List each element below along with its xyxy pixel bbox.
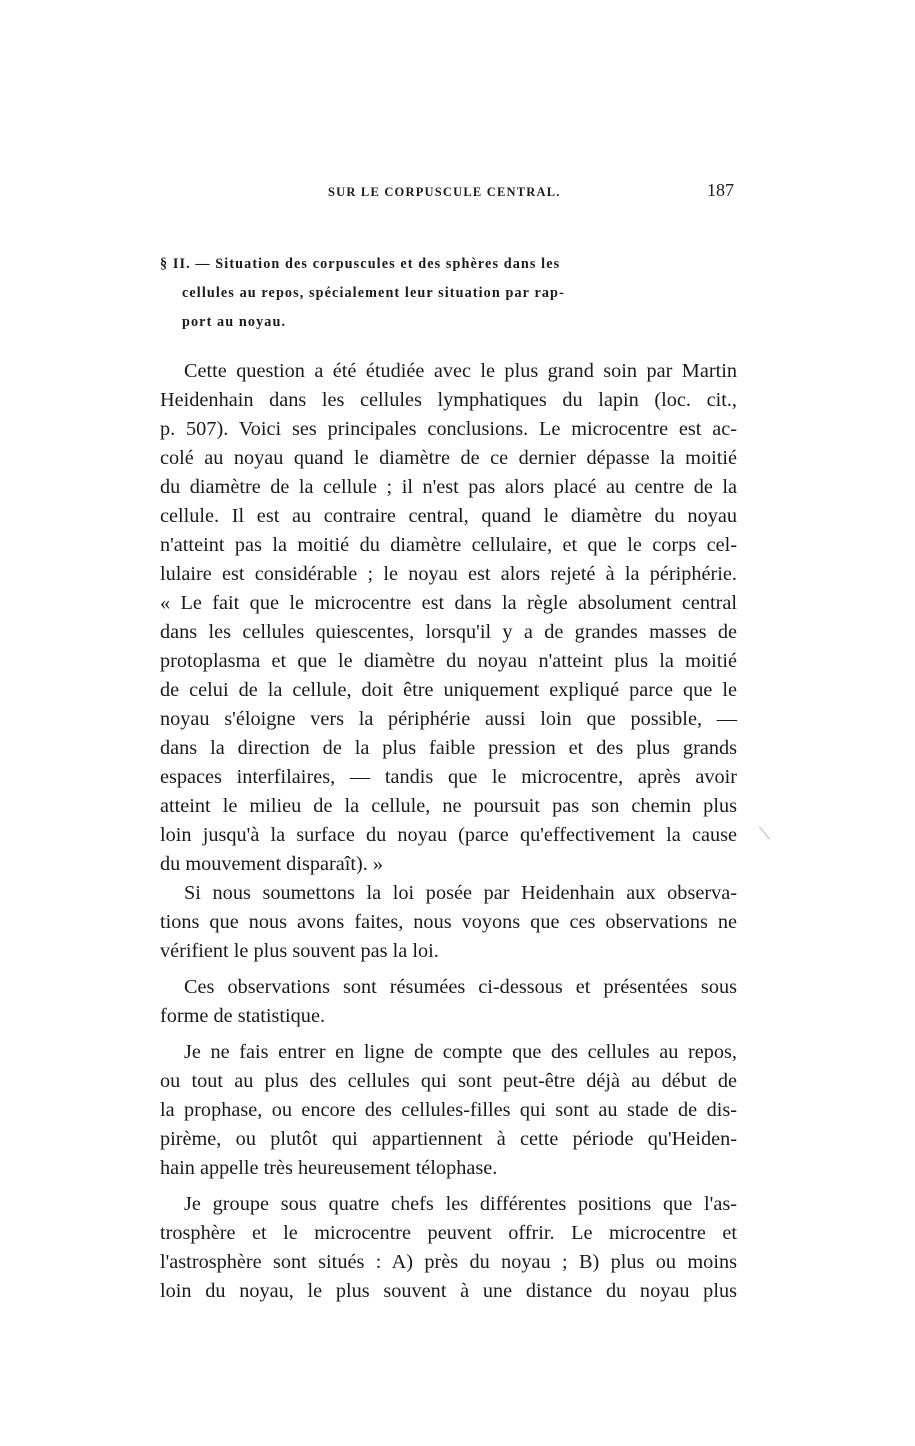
text-line: « Le fait que le microcentre est dans la règle absolument central xyxy=(160,592,737,614)
text-line: Ces observations sont résumées ci-dessous et présentées sous xyxy=(184,976,737,998)
text-line: dans la direction de la plus faible pression et des plus grands xyxy=(160,737,737,759)
text-line: de celui de la cellule, doit être uniquement expliqué parce que le xyxy=(160,679,737,701)
section-heading-line: § II. — Situation des corpuscules et des sphères dans les xyxy=(160,256,561,272)
text-line: l'astrosphère sont situés : A) près du noyau ; B) plus ou moins xyxy=(160,1251,737,1273)
text-line: colé au noyau quand le diamètre de ce dernier dépasse la moitié xyxy=(160,447,737,469)
text-line: du mouvement disparaît). » xyxy=(160,853,384,875)
section-heading xyxy=(160,250,738,337)
text-line: tions que nous avons faites, nous voyons que ces observations ne xyxy=(160,911,737,933)
text-line: n'atteint pas la moitié du diamètre cellulaire, et que le corps cel- xyxy=(160,534,737,556)
text-line: pirème, ou plutôt qui appartiennent à cette période qu'Heiden- xyxy=(160,1128,737,1150)
text-line: p. 507). Voici ses principales conclusions. Le microcentre est ac- xyxy=(160,418,737,440)
body-text xyxy=(160,357,737,1306)
paragraph-heidenhain-summary xyxy=(160,357,737,879)
paragraph-heidenhain-law xyxy=(160,879,737,966)
page-number: 187 xyxy=(707,180,734,200)
running-title: SUR LE CORPUSCULE CENTRAL. xyxy=(328,185,561,199)
text-line: protoplasma et que le diamètre du noyau n'atteint plus la moitié xyxy=(160,650,737,672)
text-line: cellule. Il est au contraire central, quand le diamètre du noyau xyxy=(160,505,737,527)
text-line: ou tout au plus des cellules qui sont peut-être déjà au début de xyxy=(160,1070,737,1092)
text-line: Heidenhain dans les cellules lymphatiques du lapin (loc. cit., xyxy=(160,389,737,411)
text-line: du diamètre de la cellule ; il n'est pas alors placé au centre de la xyxy=(160,476,737,498)
paragraph-positions xyxy=(160,1190,737,1306)
text-line: forme de statistique. xyxy=(160,1005,326,1027)
paragraph-gap xyxy=(160,1031,737,1038)
paragraph-statistics xyxy=(160,973,737,1031)
text-line: Je ne fais entrer en ligne de compte que des cellules au repos, xyxy=(184,1041,737,1063)
text-line: hain appelle très heureusement télophase. xyxy=(160,1157,498,1179)
text-line: noyau s'éloigne vers la périphérie aussi loin que possible, — xyxy=(160,708,737,730)
paragraph-gap xyxy=(160,966,737,973)
text-line: la prophase, ou encore des cellules-filles qui sont au stade de dis- xyxy=(160,1099,737,1121)
text-line: trosphère et le microcentre peuvent offrir. Le microcentre et xyxy=(160,1222,737,1244)
text-line: lulaire est considérable ; le noyau est alors rejeté à la périphérie. xyxy=(160,563,737,585)
section-heading-line: port au noyau. xyxy=(182,314,287,330)
text-line: loin du noyau, le plus souvent à une distance du noyau plus xyxy=(160,1280,737,1302)
section-heading-line: cellules au repos, spécialement leur situation par rap- xyxy=(182,285,565,301)
text-line: atteint le milieu de la cellule, ne poursuit pas son chemin plus xyxy=(160,795,737,817)
text-line: dans les cellules quiescentes, lorsqu'il y a de grandes masses de xyxy=(160,621,737,643)
scan-mark xyxy=(759,827,770,840)
paragraph-gap xyxy=(160,1183,737,1190)
text-line: espaces interfilaires, — tandis que le microcentre, après avoir xyxy=(160,766,737,788)
running-head xyxy=(160,180,736,204)
text-line: vérifient le plus souvent pas la loi. xyxy=(160,940,439,962)
text-line: Si nous soumettons la loi posée par Heidenhain aux observa- xyxy=(184,882,737,904)
text-line: Je groupe sous quatre chefs les différentes positions que l'as- xyxy=(184,1193,737,1215)
text-line: Cette question a été étudiée avec le plus grand soin par Martin xyxy=(184,360,737,382)
paragraph-resting-cells xyxy=(160,1038,737,1183)
text-line: loin jusqu'à la surface du noyau (parce qu'effectivement la cause xyxy=(160,824,737,846)
